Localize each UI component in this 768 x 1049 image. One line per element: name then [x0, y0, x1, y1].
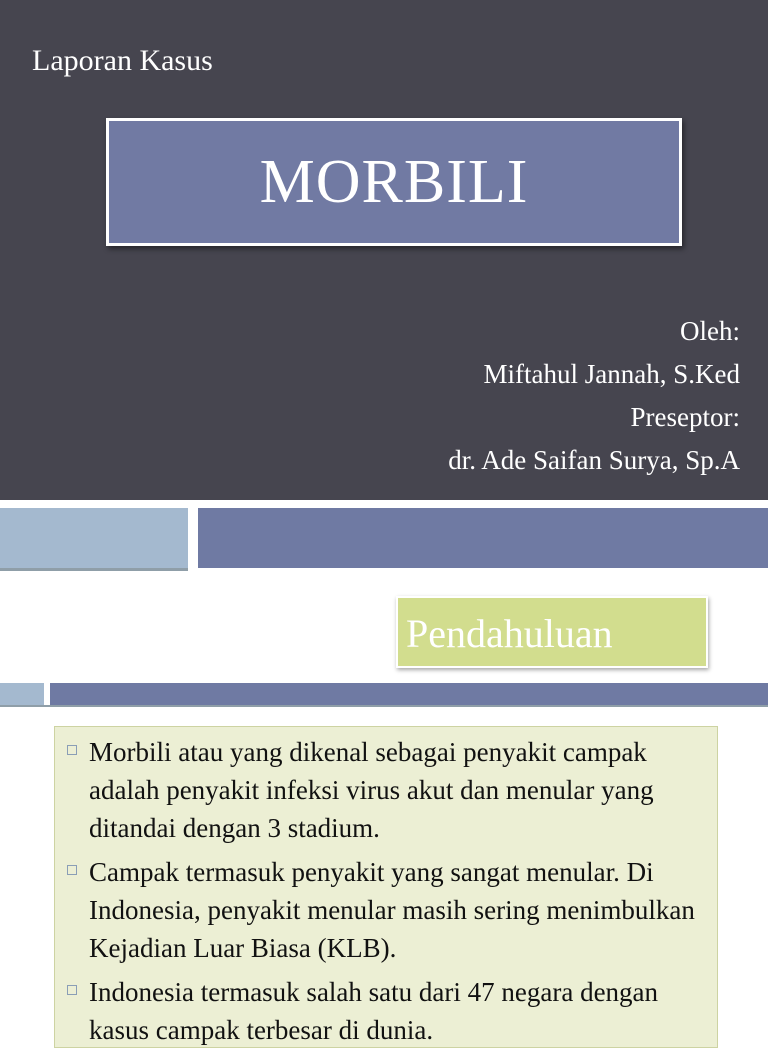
bullet-list — [55, 727, 717, 1049]
accent-bar-light — [0, 508, 188, 568]
hollow-square-icon — [67, 985, 77, 995]
hollow-square-icon — [67, 865, 77, 875]
author-label: Oleh: — [680, 316, 740, 346]
bullet-text: Campak termasuk penyakit yang sangat menular. Di Indonesia, penyakit menular masih sering menimbulkan Kejadian Luar Biasa (KLB). — [89, 857, 695, 963]
content-box — [54, 726, 718, 1048]
accent-bar-light-2 — [0, 683, 44, 705]
accent-bar-dark-2 — [50, 683, 768, 705]
list-item — [67, 733, 703, 847]
slide-title: MORBILI — [259, 147, 529, 216]
bullet-text: Indonesia termasuk salah satu dari 47 negara dengan kasus campak terbesar di dunia. — [89, 977, 659, 1045]
title-slide — [0, 0, 768, 500]
title-box — [106, 118, 682, 246]
list-item — [67, 853, 703, 967]
divider-line — [0, 568, 188, 571]
bullet-text: Morbili atau yang dikenal sebagai penyakit campak adalah penyakit infeksi virus akut dan menular yang ditandai dengan 3 stadium. — [89, 737, 654, 843]
preceptor-label: Preseptor: — [630, 402, 740, 432]
section-title: Pendahuluan — [406, 611, 613, 656]
accent-bar-dark — [198, 508, 768, 568]
slide-subtitle: Laporan Kasus — [32, 44, 213, 77]
author-block — [448, 310, 740, 482]
divider-line-2 — [0, 705, 768, 707]
list-item — [67, 973, 703, 1049]
author-name: Miftahul Jannah, S.Ked — [483, 359, 740, 389]
hollow-square-icon — [67, 745, 77, 755]
preceptor-name: dr. Ade Saifan Surya, Sp.A — [448, 445, 740, 475]
section-title-box — [396, 596, 708, 668]
